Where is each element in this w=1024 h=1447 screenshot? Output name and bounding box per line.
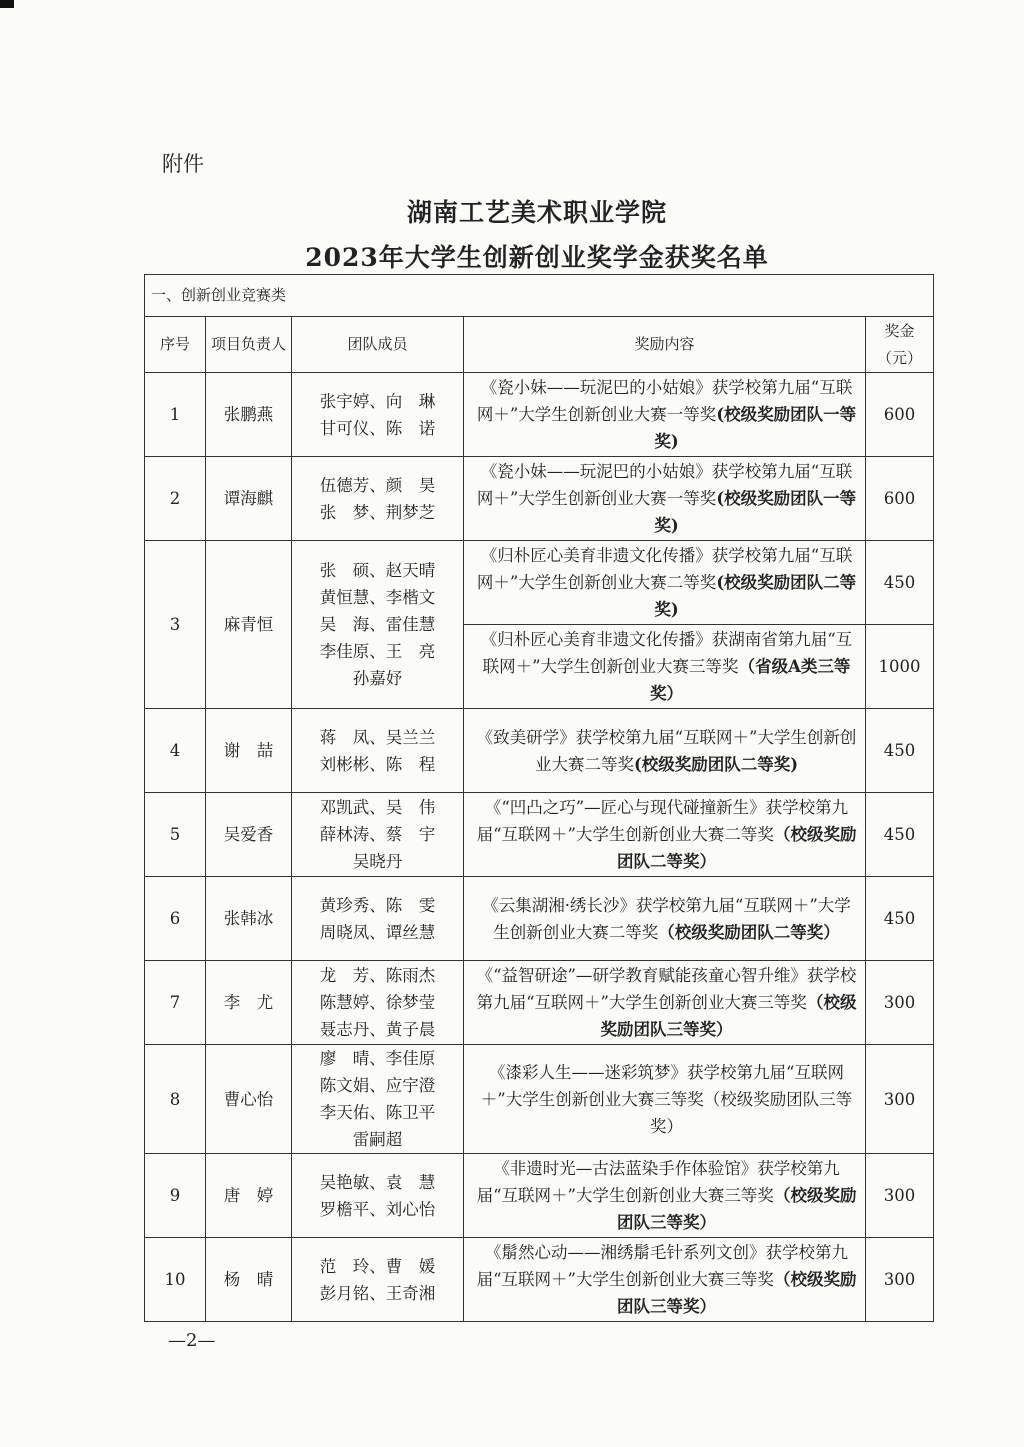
- member-line: 黄恒慧、李楷文: [319, 588, 436, 607]
- award-text: 《云集湖湘·绣长沙》获学校第九届“互联网＋”大学生创新创业大赛二等奖: [482, 895, 851, 942]
- col-header-no: 序号: [145, 317, 206, 373]
- member-line: 陈文娟、应宇澄: [319, 1076, 436, 1095]
- member-line: 孙嘉妤: [352, 669, 403, 688]
- award-level: (校级奖励团队二等奖): [654, 573, 857, 619]
- award-amount: 300: [866, 1238, 934, 1322]
- award-text: 《鬅然心动——湘绣鬅毛针系列文创》获学校第九届“互联网＋”大学生创新创业大赛三等奖: [476, 1243, 848, 1289]
- award-level: (校级奖励团队一等奖): [654, 405, 857, 451]
- member-line: 廖 晴、李佳原: [319, 1049, 436, 1068]
- member-line: 黄珍秀、陈 雯: [319, 895, 436, 915]
- member-line: 薛林涛、蔡 宇: [319, 825, 436, 844]
- member-line: 吴艳敏、袁 慧: [319, 1172, 436, 1192]
- award-text: 《致美研学》获学校第九届“互联网＋”大学生创新创业大赛二等奖: [476, 727, 857, 774]
- award-text: 《“凹凸之巧”—匠心与现代碰撞新生》获学校第九届“互联网＋”大学生创新创业大赛二等奖: [476, 798, 849, 844]
- award-amount: 300: [866, 961, 934, 1045]
- row-number: 9: [145, 1154, 206, 1238]
- project-leader: 曹心怡: [206, 1045, 292, 1154]
- project-leader: 唐 婷: [206, 1154, 292, 1238]
- document-title: 湖南工艺美术职业学院: [406, 198, 667, 227]
- award-level: （校级奖励团队二等奖）: [617, 825, 857, 871]
- project-leader: 谢 喆: [206, 709, 292, 793]
- member-line: 张宇婷、向 琳: [319, 391, 436, 411]
- team-members: [292, 1154, 464, 1238]
- table-row: [145, 961, 934, 1045]
- member-line: 蒋 凤、吴兰兰: [319, 727, 436, 747]
- row-number: 7: [145, 961, 206, 1045]
- col-header-amount: 奖金（元）: [866, 317, 934, 373]
- member-line: 范 玲、曹 媛: [319, 1256, 436, 1276]
- member-line: 吴 海、雷佳慧: [319, 615, 436, 634]
- row-number: 6: [145, 877, 206, 961]
- table-row: [145, 1238, 934, 1322]
- col-header-members: 团队成员: [292, 317, 464, 373]
- award-content: [464, 1238, 866, 1322]
- award-content: [464, 1154, 866, 1238]
- award-level: (校级奖励团队二等奖): [633, 754, 799, 774]
- project-leader: 麻青恒: [206, 541, 292, 709]
- row-number: 1: [145, 373, 206, 457]
- table-row: [145, 1154, 934, 1238]
- award-content: [464, 541, 866, 625]
- row-number: 5: [145, 793, 206, 877]
- table-row: [145, 877, 934, 961]
- project-leader: 李 尤: [206, 961, 292, 1045]
- table-row: [145, 541, 934, 625]
- member-line: 李佳原、王 亮: [319, 642, 436, 661]
- award-text: 《瓷小妹——玩泥巴的小姑娘》获学校第九届“互联网＋”大学生创新创业大赛一等奖: [476, 378, 853, 424]
- team-members: [292, 541, 464, 709]
- award-level: （校级奖励团队三等奖）: [617, 1186, 857, 1232]
- project-leader: 谭海麒: [206, 457, 292, 541]
- member-line: 吴晓丹: [352, 852, 403, 871]
- award-level: （校级奖励团队三等奖）: [617, 1270, 857, 1316]
- member-line: 邓凯武、吴 伟: [319, 798, 436, 817]
- award-amount: 600: [866, 457, 934, 541]
- award-level: （校级奖励团队三等奖）: [600, 993, 857, 1039]
- table-row: [145, 373, 934, 457]
- award-amount: 450: [866, 877, 934, 961]
- member-line: 李天佑、陈卫平: [319, 1103, 436, 1122]
- project-leader: 吴爱香: [206, 793, 292, 877]
- attachment-label: 附件: [162, 152, 204, 176]
- section-heading: 一、创新创业竞赛类: [145, 275, 934, 317]
- team-members: [292, 1238, 464, 1322]
- award-level: (校级奖励团队一等奖): [654, 489, 857, 535]
- member-line: 张 硕、赵天晴: [319, 561, 436, 580]
- team-members: [292, 877, 464, 961]
- award-content: [464, 961, 866, 1045]
- table-row: [145, 793, 934, 877]
- row-number: 4: [145, 709, 206, 793]
- row-number: 2: [145, 457, 206, 541]
- row-number: 10: [145, 1238, 206, 1322]
- award-amount: 450: [866, 541, 934, 625]
- member-line: 陈慧婷、徐梦莹: [319, 993, 436, 1012]
- award-amount: 450: [866, 793, 934, 877]
- member-line: 刘彬彬、陈 程: [319, 754, 436, 774]
- team-members: [292, 373, 464, 457]
- member-line: 雷嗣超: [352, 1130, 403, 1149]
- award-amount: 300: [866, 1154, 934, 1238]
- col-header-leader: 项目负责人: [206, 317, 292, 373]
- member-line: 罗檐平、刘心怡: [319, 1199, 436, 1219]
- member-line: 甘可仪、陈 诺: [319, 418, 436, 438]
- page-number: —2—: [168, 1330, 216, 1351]
- award-level: （省级A类三等奖）: [650, 657, 851, 703]
- award-amount: 300: [866, 1045, 934, 1154]
- member-line: 龙 芳、陈雨杰: [319, 966, 436, 985]
- member-line: 彭月铭、王奇湘: [319, 1283, 436, 1303]
- team-members: [292, 709, 464, 793]
- member-line: 伍德芳、颜 昊: [319, 475, 436, 495]
- award-content: [464, 373, 866, 457]
- project-leader: 杨 晴: [206, 1238, 292, 1322]
- table-row: [145, 457, 934, 541]
- team-members: [292, 961, 464, 1045]
- award-text: 《归朴匠心美育非遗文化传播》获湖南省第九届“互联网＋”大学生创新创业大赛三等奖: [480, 630, 853, 676]
- member-line: 周晓凤、谭丝慧: [319, 922, 436, 942]
- member-line: 聂志丹、黄子晨: [319, 1020, 436, 1039]
- award-amount: 600: [866, 373, 934, 457]
- project-leader: 张韩冰: [206, 877, 292, 961]
- award-content: [464, 877, 866, 961]
- document-subtitle: 2023年大学生创新创业奖学金获奖名单: [305, 243, 769, 272]
- row-number: 8: [145, 1045, 206, 1154]
- award-content: [464, 793, 866, 877]
- team-members: [292, 1045, 464, 1154]
- award-content: [464, 1045, 866, 1154]
- team-members: [292, 457, 464, 541]
- award-content: [464, 457, 866, 541]
- award-text: 《瓷小妹——玩泥巴的小姑娘》获学校第九届“互联网＋”大学生创新创业大赛一等奖: [476, 462, 853, 508]
- award-amount: 1000: [866, 625, 934, 709]
- scan-corner-mark: [0, 0, 14, 8]
- award-table: [144, 274, 934, 1322]
- member-line: 张 梦、荆梦芝: [319, 502, 436, 522]
- table-row: [145, 709, 934, 793]
- row-number: 3: [145, 541, 206, 709]
- award-text: 《漆彩人生——迷彩筑梦》获学校第九届“互联网＋”大学生创新创业大赛三等奖（校级奖励团队三等奖）: [480, 1062, 853, 1136]
- award-text: 《非遗时光—古法蓝染手作体验馆》获学校第九届“互联网＋”大学生创新创业大赛三等奖: [476, 1159, 840, 1205]
- project-leader: 张鹏燕: [206, 373, 292, 457]
- award-content: [464, 709, 866, 793]
- table-header: [145, 317, 934, 373]
- team-members: [292, 793, 464, 877]
- table-row: [145, 1045, 934, 1154]
- award-text: 《归朴匠心美育非遗文化传播》获学校第九届“互联网＋”大学生创新创业大赛二等奖: [476, 546, 853, 592]
- award-level: （校级奖励团队二等奖）: [658, 922, 840, 942]
- col-header-award: 奖励内容: [464, 317, 866, 373]
- award-amount: 450: [866, 709, 934, 793]
- award-content: [464, 625, 866, 709]
- award-text: 《“益智研途”—研学教育赋能孩童心智升维》获学校第九届“互联网＋”大学生创新创业大赛三等奖: [476, 966, 857, 1012]
